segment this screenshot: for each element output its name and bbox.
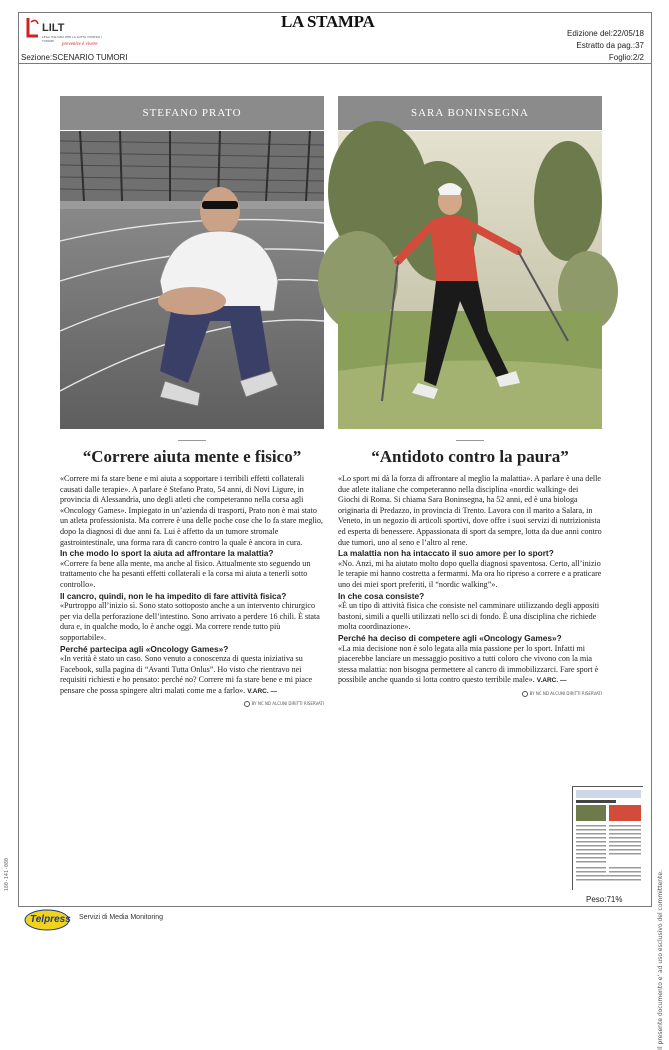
thumbnail-image <box>573 787 644 891</box>
body-paragraph: «Purtroppo all’inizio sì. Sono stato sottoposto anche a un intervento chirurgico per via della perforazione dell’intestino. Sono arrivato a perdere 16 chili. È stata dura e, in qualche modo, lo è anche oggi. Ma correre rende tutto più sopportabile». <box>60 601 320 642</box>
lilt-motto: prevenire è vivere <box>62 42 98 47</box>
edition-info <box>567 28 644 64</box>
page-thumbnail <box>572 786 643 890</box>
masthead: LA STAMPA <box>281 12 375 31</box>
copyright-text: BY NC ND ALCUNI DIRITTI RISERVATI <box>251 701 324 707</box>
lilt-subtitle: LEGA ITALIANA PER LA LOTTA CONTRO I TUMORI <box>42 35 102 43</box>
interview-question: In che cosa consiste? <box>338 590 425 601</box>
article-left <box>60 96 324 707</box>
body-paragraph-text: «La mia decisione non è solo legata alla mia passione per lo sport. Infatti mi piacerebbe lanciare un messaggio positivo a tutti coloro che vivono con la mia stessa malattia: non bisogna permettere al cancro di immobilizzarci. Fare sport è possibile anche quando si lotta contro questo terribile male». <box>338 643 599 685</box>
runner-photo-image <box>60 131 324 429</box>
lilt-logo <box>26 14 118 50</box>
athlete-photo-walker <box>338 131 602 429</box>
article-body <box>338 474 602 687</box>
walker-photo-image <box>338 131 602 429</box>
interview-question: Perché ha deciso di competere agli «Oncology Games»? <box>338 632 562 643</box>
section-label: Sezione:SCENARIO TUMORI <box>21 53 128 62</box>
body-paragraph: «Lo sport mi dà la forza di affrontare al meglio la malattia». A parlare è una delle due atlete italiane che competeranno nella disciplina «nordic walking» dei Giochi di Roma. Si chiama Sara Boninsegna, ha 52 anni, ed è una biologa originaria di Predazzo, in provincia di Trento. Lavora con il marito a Salara, in Veneto, in un negozio di articoli sportivi, dove offre i suoi servizi di nutrizionista ed esperta di benessere. Appassionata di sport da sempre, lotta da due anni contro due tumori, uno al seno e l’altro al rene. <box>338 474 602 547</box>
usage-notice: Il presente documento e' ad uso esclusivo del committente. <box>657 870 664 1050</box>
athlete-photo-runner <box>60 131 324 429</box>
article-right <box>338 96 602 697</box>
interview-question: Perché partecipa agli «Oncology Games»? <box>60 643 229 654</box>
body-paragraph: «No. Anzi, mi ha aiutato molto dopo quella diagnosi spaventosa. Certo, all’inizio le terapie mi hanno costretta a fermarmi. Ma ora ho ripreso a correre e a praticare uno dei miei sport preferiti, il “nordic walking”». <box>338 558 602 589</box>
copyright-text: BY NC ND ALCUNI DIRITTI RISERVATI <box>529 690 602 696</box>
copyright-notice <box>60 701 324 707</box>
header-divider <box>18 63 652 64</box>
extract-page: Estratto da pag.:37 <box>576 41 644 50</box>
body-paragraph: «Correre fa bene alla mente, ma anche al fisico. Attualmente sto seguendo un trattamento che ha pesanti effetti collaterali e la corsa mi aiuta a tenerli sotto controllo». <box>60 558 311 589</box>
interview-question: Il cancro, quindi, non le ha impedito di fare attività fisica? <box>60 590 287 601</box>
copyright-icon <box>522 691 528 697</box>
athlete-name-bar: SARA BONINSEGNA <box>338 96 602 130</box>
sheet-number: Foglio:2/2 <box>608 53 644 62</box>
article-headline: “Antidoto contro la paura” <box>371 447 569 466</box>
edition-date: Edizione del:22/05/18 <box>567 29 644 38</box>
copyright-icon <box>244 701 250 707</box>
author-signature: V.ARC. — <box>247 687 277 695</box>
service-label: Servizi di Media Monitoring <box>79 914 164 921</box>
document-code: 180-141-080 <box>4 858 10 892</box>
headline-rule <box>456 440 484 441</box>
copyright-notice <box>338 691 602 697</box>
lilt-brand: LILT <box>42 22 65 34</box>
article-body <box>60 474 324 697</box>
author-signature: V.ARC. — <box>536 677 567 685</box>
headline-rule <box>178 440 206 441</box>
body-paragraph-text: «In verità è stato un caso. Sono venuto a conoscenza di questa iniziativa su Facebook, sulla pagina di “Avanti Tutta Onlus”. Ho visto che rientravo nei requisiti richiesti e ho pensato: perché no? Correre mi fa stare bene e mi piace pensare che possa spingere altri malati come me a farlo». <box>60 654 313 695</box>
lilt-mark-icon <box>26 16 40 38</box>
article-headline: “Correre aiuta mente e fisico” <box>82 447 302 466</box>
body-paragraph <box>60 654 324 697</box>
telpress-logo-text: Telpress <box>30 914 71 925</box>
interview-question: La malattia non ha intaccato il suo amore per lo sport? <box>338 548 554 559</box>
body-paragraph: «Correre mi fa stare bene e mi aiuta a sopportare i terribili effetti collaterali causati dalle terapie». A parlare è Stefano Prato, 54 anni, di Novi Ligure, in provincia di Alessandria, uno degli atleti che competeranno nella corsa agli «Oncology Games». Impiegato in un’azienda di trasporti, Prato non è mai stato un atleta professionista. Ma correre è una delle poche cose che lo fa stare meglio, dopo la diagnosi di due anni fa. Lui è affetto da un tumore stromale gastrointestinale, una forma rara di cancro contro la quale è ancora in cura. <box>60 474 323 547</box>
body-paragraph: «È un tipo di attività fisica che consiste nel camminare utilizzando degli appositi bastoni, simili a quelli utilizzati nello sci di fondo. È una disciplina che richiede molta coordinazione». <box>338 601 600 632</box>
body-paragraph <box>338 644 602 687</box>
interview-question: In che modo lo sport la aiuta ad affrontare la malattia? <box>60 548 274 559</box>
page-weight: Peso:71% <box>586 895 623 904</box>
athlete-name-bar: STEFANO PRATO <box>60 96 324 130</box>
